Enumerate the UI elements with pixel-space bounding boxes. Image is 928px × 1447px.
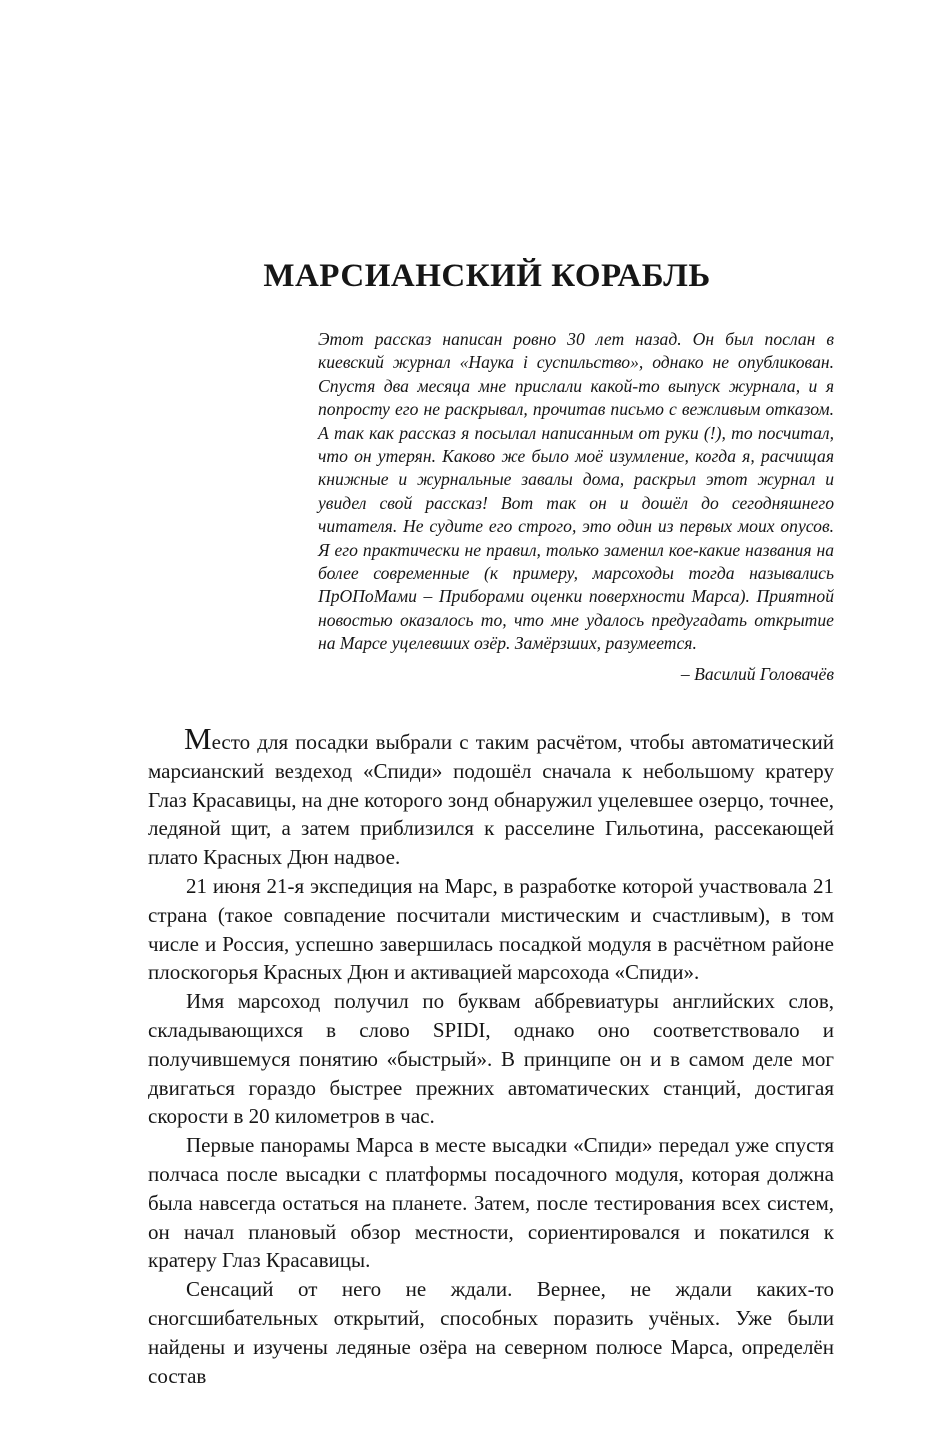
body-paragraph-1 [148, 723, 834, 872]
body-paragraph-4: Первые панорамы Марса в месте высадки «Спиди» передал уже спустя полчаса после высадки с платформы посадочного модуля, которая должна была навсегда остаться на планете. Затем, после тестирования всех систем, он начал плановый обзор местности, сориентировался и покатился к кратеру Глаз Красавицы. [148, 1133, 834, 1273]
body-paragraph-3: Имя марсоход получил по буквам аббревиатуры английских слов, складывающихся в слово SPIDI, однако оно соответствовало и получившемуся понятию «быстрый». В принципе он и в самом деле мог двигаться гораздо быстрее прежних автоматических станций, достигая скорости в 20 километров в час. [148, 989, 834, 1129]
drop-cap: М [184, 721, 212, 756]
body-paragraph-1-text: есто для посадки выбрали с таким расчётом, чтобы автоматический марсианский вездеход «Спиди» подошёл сначала к небольшому кратеру Глаз Красавицы, на дне которого зонд обнаружил уцелевшее озерцо, точнее, ледяной щит, а затем приблизился к расселине Гильотина, рассекающей плато Красных Дюн надвое. [148, 730, 834, 870]
epigraph [318, 328, 834, 686]
chapter-title: МАРСИАНСКИЙ КОРАБЛЬ [263, 258, 711, 294]
epigraph-text: Этот рассказ написан ровно 30 лет назад. Он был послан в киевский журнал «Наука і суспильство», однако не опубликован. Спустя два месяца мне прислали какой-то выпуск журнала, и я попросту его не раскрывал, прочитав письмо с вежливым отказом. А так как рассказ я посылал написанным от руки (!), то посчитал, что он утерян. Каково же было моё изумление, когда я, расчищая книжные и журнальные завалы дома, раскрыл этот журнал и увидел свой рассказ! Вот так он и дошёл до сегодняшнего читателя. Не судите его строго, это один из первых моих опусов. Я его практически не правил, только заменил кое-какие названия на более современные (к примеру, марсоходы тогда назывались ПрОПоМами – Приборами оценки поверхности Марса). Приятной новостью оказалось то, что мне удалось предугадать открытие на Марсе уцелевших озёр. Замёрзших, разумеется. [318, 329, 834, 654]
body-paragraph-5: Сенсаций от него не ждали. Вернее, не ждали каких-то сногсшибательных открытий, способных поразить учёных. Уже были найдены и изучены ледяные озёра на северном полюсе Марса, определён состав [148, 1277, 834, 1388]
chapter-body [148, 723, 834, 1390]
epigraph-author: – Василий Головачёв [680, 663, 834, 684]
body-paragraph-2: 21 июня 21-я экспедиция на Марс, в разработке которой участвовала 21 страна (такое совпадение посчитали мистическим и счастливым), в том числе и Россия, успешно завершилась посадкой модуля в расчётном районе плоскогорья Красных Дюн и активацией марсохода «Спиди». [148, 873, 834, 985]
